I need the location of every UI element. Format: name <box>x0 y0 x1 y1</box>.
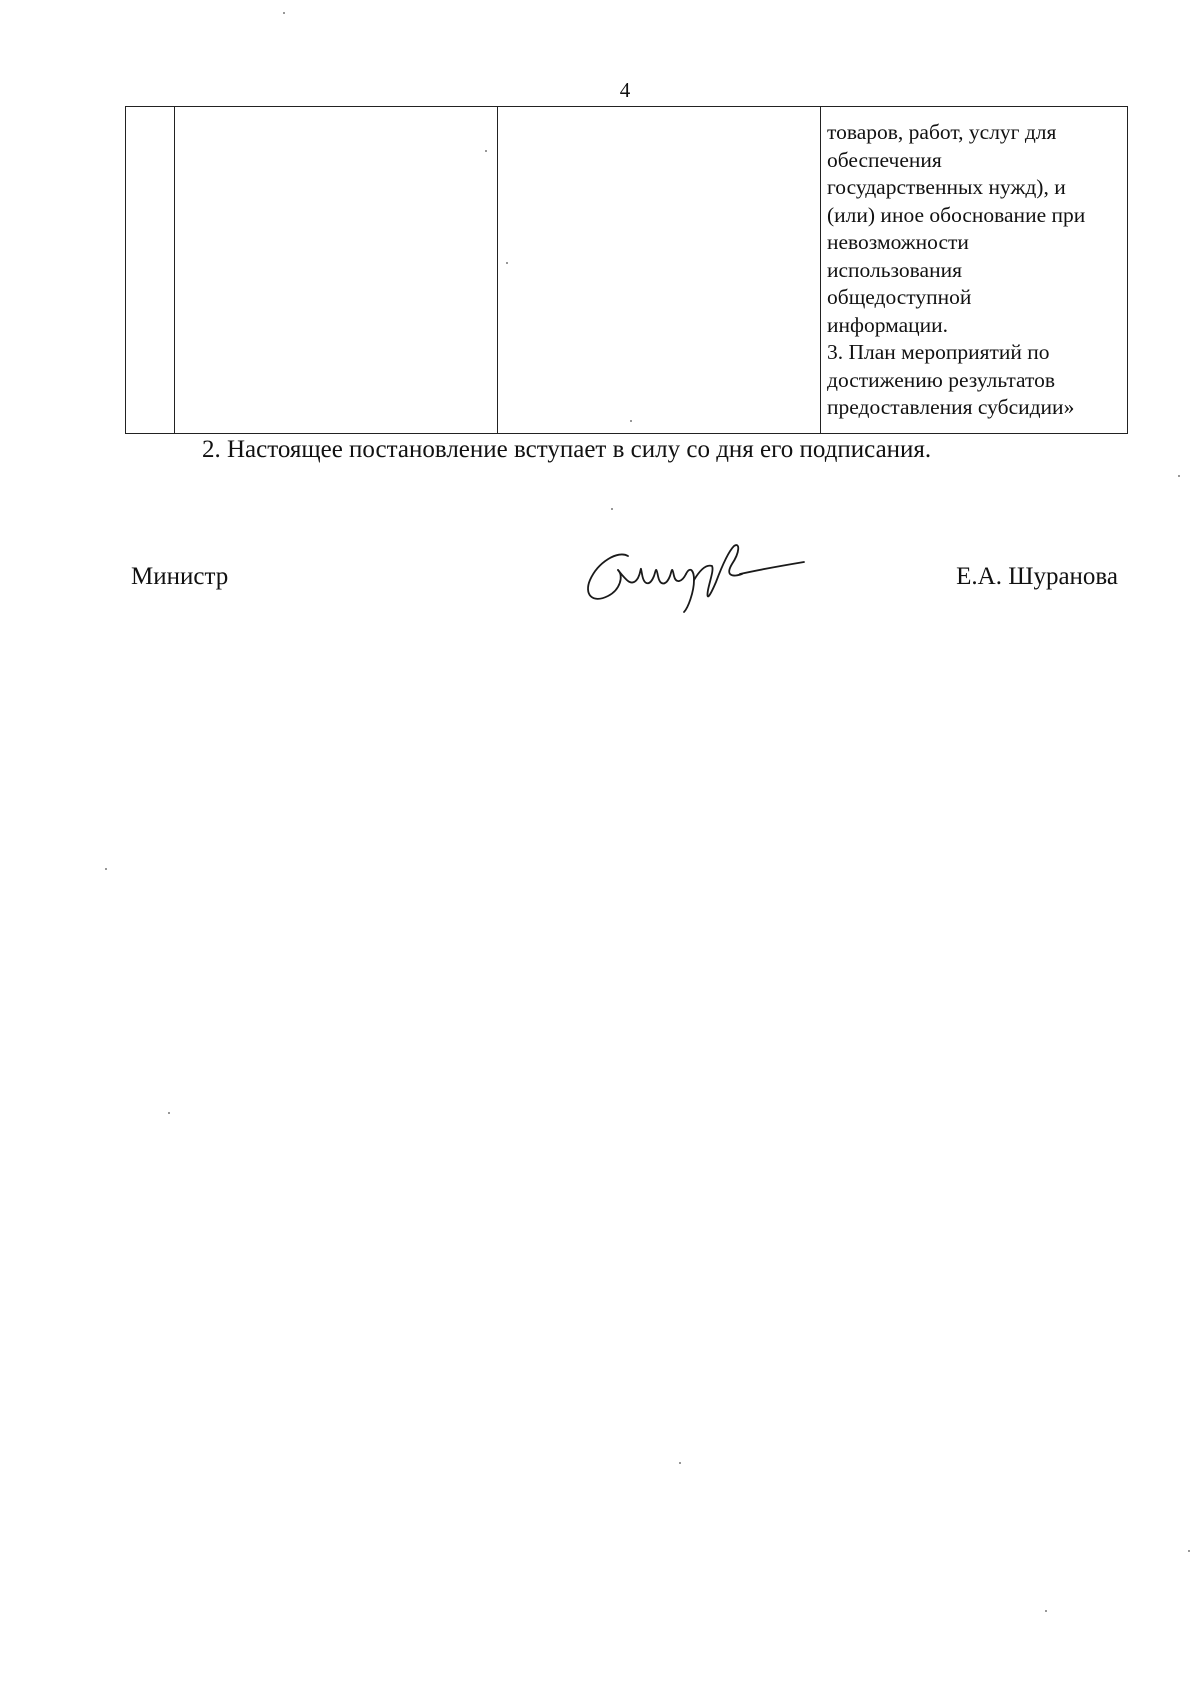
documents-line: предоставления субсидии» <box>827 395 1075 419</box>
scan-speck <box>105 868 107 870</box>
scan-speck <box>630 420 632 422</box>
table-cell-name <box>175 107 498 434</box>
documents-line: (или) иное обоснование при <box>827 202 1086 227</box>
documents-line: обеспечения <box>827 147 942 172</box>
scan-speck <box>485 150 487 152</box>
table-row <box>126 107 1128 434</box>
documents-line: общедоступной <box>827 285 972 309</box>
continuation-table <box>125 106 1128 434</box>
documents-list <box>821 107 1127 424</box>
scan-speck <box>506 262 508 264</box>
scan-speck <box>1188 1550 1190 1552</box>
handwritten-signature <box>580 530 830 620</box>
documents-line: товаров, работ, услуг для <box>827 120 1057 144</box>
scan-speck <box>1178 475 1180 477</box>
signatory-name: Е.А. Шуранова <box>956 563 1118 590</box>
scan-speck <box>679 1462 681 1464</box>
page-number: 4 <box>619 78 631 102</box>
documents-line: использования <box>827 257 962 282</box>
documents-line: информации. <box>827 312 949 337</box>
scan-speck <box>1045 1610 1047 1612</box>
scan-speck <box>611 508 613 510</box>
documents-line: достижению результатов <box>827 367 1056 392</box>
scan-speck <box>168 1112 170 1114</box>
scan-speck <box>283 12 285 14</box>
documents-line: невозможности <box>827 230 969 254</box>
effective-date-paragraph: 2. Настоящее постановление вступает в силу со дня его подписания. <box>202 436 932 463</box>
table-cell-number <box>126 107 175 434</box>
table-cell-documents <box>821 107 1128 434</box>
table-cell-requirements <box>498 107 821 434</box>
documents-line: 3. План мероприятий по <box>827 340 1050 364</box>
signatory-title: Министр <box>131 563 229 590</box>
documents-line: государственных нужд), и <box>827 175 1066 199</box>
